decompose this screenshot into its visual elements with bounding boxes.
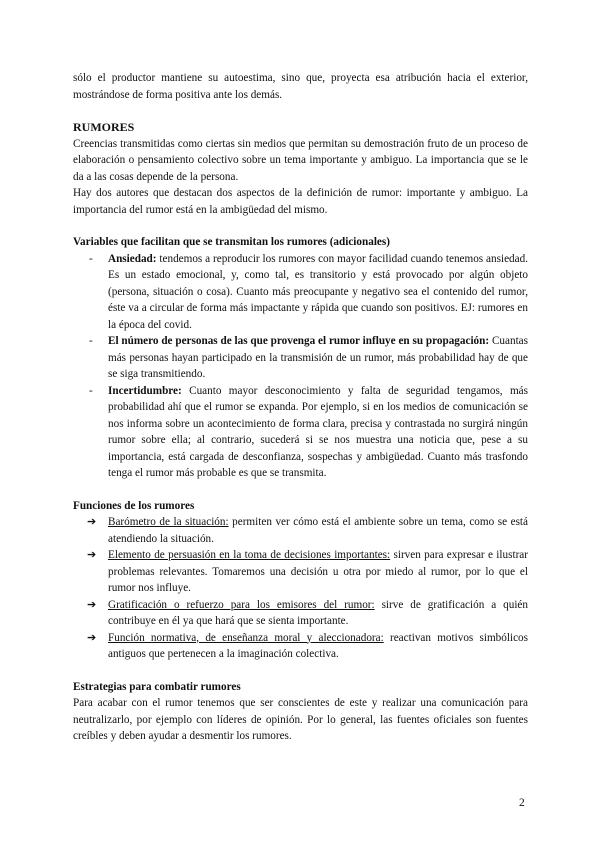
funciones-list: [73, 514, 528, 663]
item-term: Ansiedad:: [108, 252, 157, 265]
estrategias-heading: Estrategias para combatir rumores: [73, 680, 241, 693]
variables-heading: Variables que facilitan que se transmitan los rumores (adicionales): [73, 236, 390, 248]
list-item: [73, 383, 528, 482]
list-item: [73, 514, 528, 547]
list-item: [73, 333, 528, 383]
dash-marker: -: [89, 252, 93, 265]
item-term: Elemento de persuasión en la toma de decisiones importantes:: [108, 549, 391, 561]
document-page: [73, 70, 528, 745]
dash-marker: -: [89, 335, 93, 347]
estrategias-paragraph: Para acabar con el rumor tenemos que ser conscientes de este y realizar una comunicación para neutralizarlo, por ejemplo con líderes de opinión. Por lo general, las fuentes oficiales son fuentes creíbles y deben ayudar a desmentir los rumores.: [73, 697, 528, 742]
item-term: Incertidumbre:: [108, 384, 182, 397]
intro-paragraph: sólo el productor mantiene su autoestima, sino que, proyecta esa atribución hacia el exterior, mostrándose de forma positiva ante los demás.: [73, 72, 528, 101]
funciones-heading: Funciones de los rumores: [73, 499, 195, 512]
item-term: Gratificación o refuerzo para los emisores del rumor:: [108, 598, 375, 611]
page-number: 2: [519, 797, 525, 809]
item-text: tendemos a reproducir los rumores con mayor facilidad cuando tenemos ansiedad. Es un estado emocional, y, como tal, es transitorio y está provocado por algún objeto (persona, situación o cosa). Cuanto más preocupante y negativo sea el contenido del rumor, éste va a circular de forma más impactante y rápida que cuando son positivos. EJ: rumores en la época del covid.: [108, 252, 528, 331]
rumores-heading: RUMORES: [73, 120, 135, 134]
arrow-icon: ➔: [87, 631, 97, 644]
item-term: Función normativa, de enseñanza moral y aleccionadora:: [108, 631, 384, 644]
list-item: [73, 630, 528, 663]
item-text: Cuanto mayor desconocimiento y falta de seguridad tengamos, más probabilidad ahí que el rumor se expanda. Por ejemplo, si en los medios de comunicación se nos informa sobre un acontecimiento de forma clara, precisa y contrastada no surgirá ningún rumor sobre ella; al contrario, sucederá si se nos muestra una noticia que, pese a su importancia, está cargada de desconfianza, sospechas y ambigüedad. Cuanto más trasfondo tenga el rumor más probable es que se transmita.: [108, 384, 528, 479]
item-text: reactivan motivos simbólicos antiguos que pertenecen a la imaginación colectiva.: [108, 631, 528, 660]
item-term: Barómetro de la situación:: [108, 516, 229, 528]
item-text: sirven para expresar e ilustrar problemas relevantes. Tomaremos una decisión u otra por miedo al rumor, por lo que el rumor nos influye.: [108, 549, 528, 594]
arrow-icon: ➔: [87, 516, 97, 528]
item-term: El número de personas de las que provenga el rumor influye en su propagación:: [108, 335, 490, 347]
arrow-icon: ➔: [87, 549, 97, 561]
list-item: [73, 251, 528, 334]
dash-marker: -: [89, 384, 93, 397]
item-text: Cuantas más personas hayan participado en la transmisión de un rumor, más probabilidad hay de que se siga transmitiendo.: [108, 335, 528, 380]
rumores-paragraph-1: Creencias transmitidas como ciertas sin medios que permitan su demostración fruto de un proceso de elaboración o pensamiento colectivo sobre un tema importante y ambiguo. La importancia que se le da a las cosas depende de la persona.: [73, 137, 528, 183]
rumores-paragraph-2: Hay dos autores que destacan dos aspectos de la definición de rumor: importante y ambiguo. La importancia del rumor está en la ambigüedad del mismo.: [73, 187, 528, 216]
item-text: sirve de gratificación a quién contribuye en él ya que hará que se sienta importante.: [108, 598, 528, 627]
arrow-icon: ➔: [87, 598, 97, 611]
variables-list: [73, 251, 528, 482]
item-text: permiten ver cómo está el ambiente sobre un tema, como se está atendiendo la situación.: [108, 516, 528, 545]
list-item: [73, 547, 528, 597]
list-item: [73, 597, 528, 630]
